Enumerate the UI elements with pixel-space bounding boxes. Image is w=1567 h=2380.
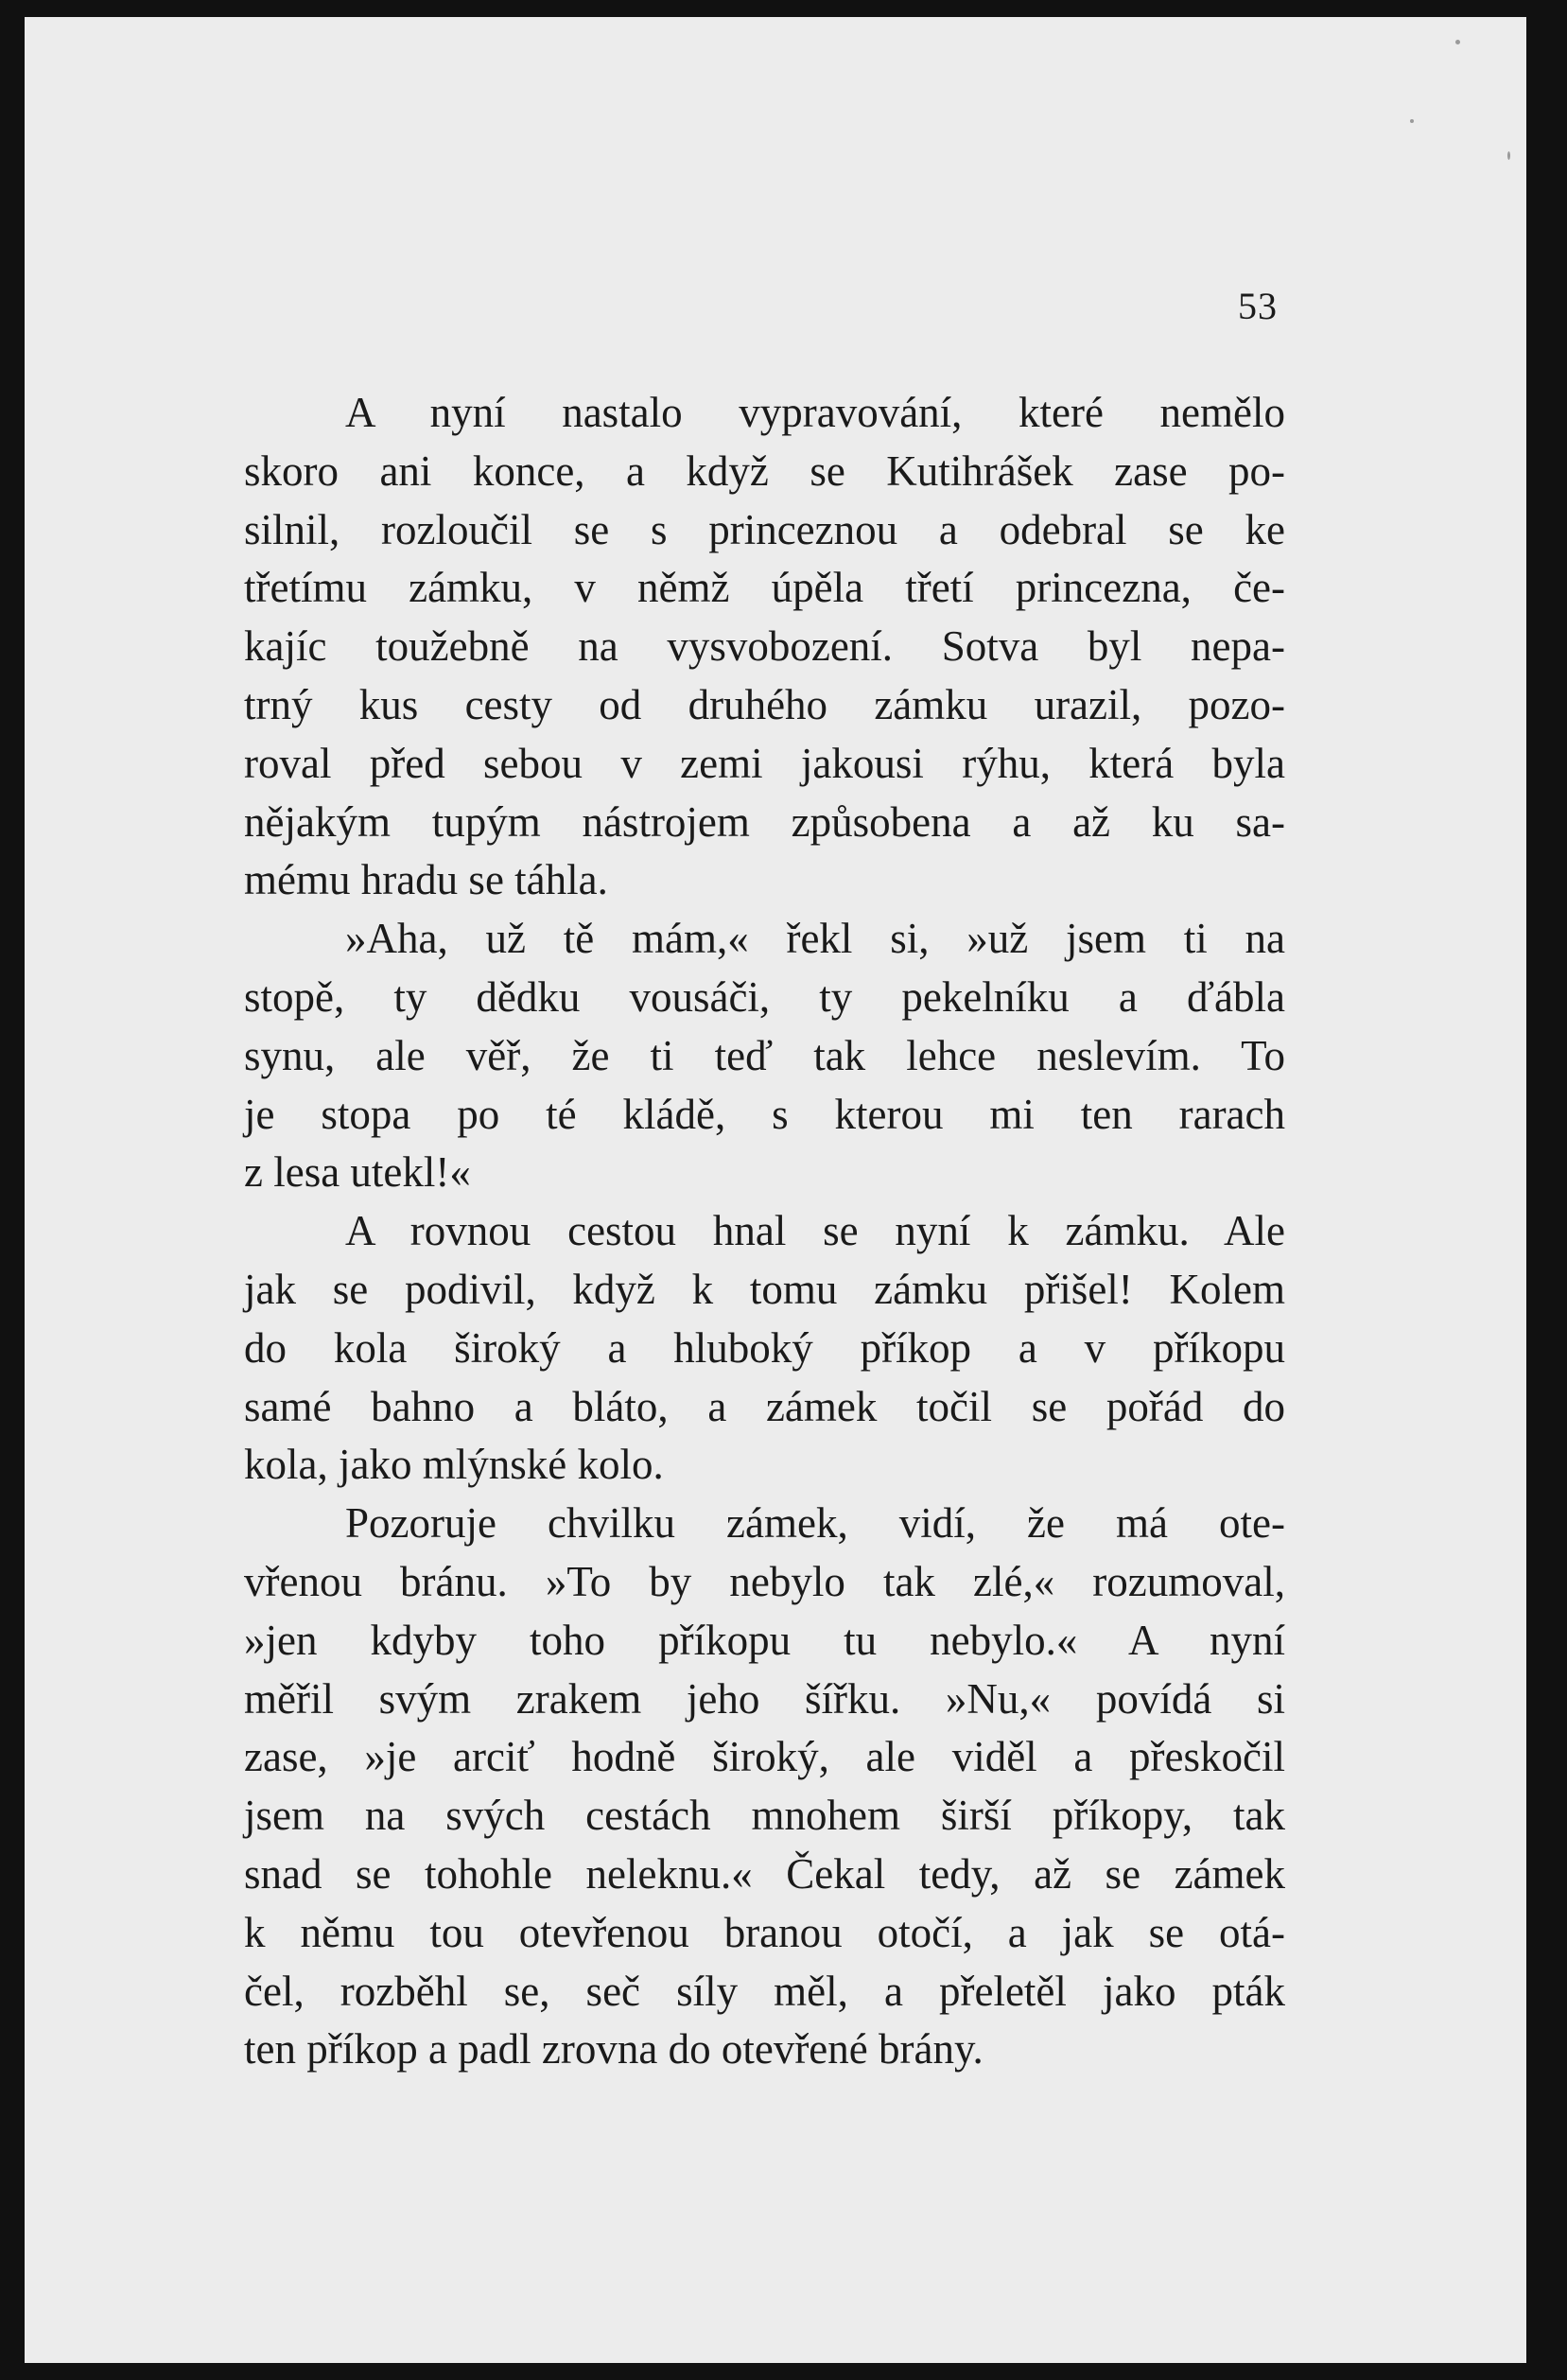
book-page xyxy=(25,17,1526,2363)
text-line: skoro ani konce, a když se Kutihrášek zase po- xyxy=(244,446,1285,495)
text-line: Pozoruje chvilku zámek, vidí, že má ote- xyxy=(345,1499,1285,1548)
text-line: kola, jako mlýnské kolo. xyxy=(244,1441,664,1489)
text-line: ten příkop a padl zrovna do otevřené brány. xyxy=(244,2025,984,2074)
text-line: třetímu zámku, v němž úpěla třetí princezna, če- xyxy=(244,564,1285,612)
text-line: vřenou bránu. »To by nebylo tak zlé,« rozumoval, xyxy=(244,1557,1285,1605)
text-line: roval před sebou v zemi jakousi rýhu, která byla xyxy=(244,739,1285,787)
text-line: zase, »je arciť hodně široký, ale viděl a přeskočil xyxy=(244,1733,1285,1781)
text-line: jak se podivil, když k tomu zámku přišel! Kolem xyxy=(244,1265,1285,1313)
text-line: stopě, ty dědku vousáči, ty pekelníku a ďábla xyxy=(244,972,1285,1021)
text-line: nějakým tupým nástrojem způsobena a až ku sa- xyxy=(244,797,1285,846)
text-line: snad se tohohle neleknu.« Čekal tedy, až se zámek xyxy=(244,1849,1285,1898)
text-line: kajíc toužebně na vysvobození. Sotva byl nepa- xyxy=(244,622,1285,671)
text-line: do kola široký a hluboký příkop a v příkopu xyxy=(244,1323,1285,1372)
text-line: z lesa utekl!« xyxy=(244,1148,471,1197)
text-line: jsem na svých cestách mnohem širší příkopy, tak xyxy=(244,1792,1285,1840)
paper-speck xyxy=(1410,119,1414,123)
text-line: mému hradu se táhla. xyxy=(244,856,608,904)
text-line: trný kus cesty od druhého zámku urazil, pozo- xyxy=(244,680,1285,728)
text-line: »Aha, už tě mám,« řekl si, »už jsem ti na xyxy=(345,915,1285,963)
paper-speck xyxy=(1507,151,1510,160)
text-line: A rovnou cestou hnal se nyní k zámku. Ale xyxy=(345,1207,1285,1255)
body-text xyxy=(244,384,1285,2079)
text-line: »jen kdyby toho příkopu tu nebylo.« A nyní xyxy=(244,1616,1285,1664)
text-line: čel, rozběhl se, seč síly měl, a přeletěl jako pták xyxy=(244,1967,1285,2015)
text-line: je stopa po té kládě, s kterou mi ten rarach xyxy=(244,1090,1285,1138)
page-number: 53 xyxy=(1238,285,1278,327)
paper-speck xyxy=(1455,40,1460,44)
text-line: silnil, rozloučil se s princeznou a odebral se ke xyxy=(244,505,1285,553)
text-line: synu, ale věř, že ti teď tak lehce neslevím. To xyxy=(244,1031,1285,1079)
text-line: měřil svým zrakem jeho šířku. »Nu,« povídá si xyxy=(244,1674,1285,1723)
text-line: A nyní nastalo vypravování, které nemělo xyxy=(345,389,1285,436)
text-line: samé bahno a bláto, a zámek točil se pořád do xyxy=(244,1382,1285,1430)
text-line: k němu tou otevřenou branou otočí, a jak se otá- xyxy=(244,1908,1285,1956)
